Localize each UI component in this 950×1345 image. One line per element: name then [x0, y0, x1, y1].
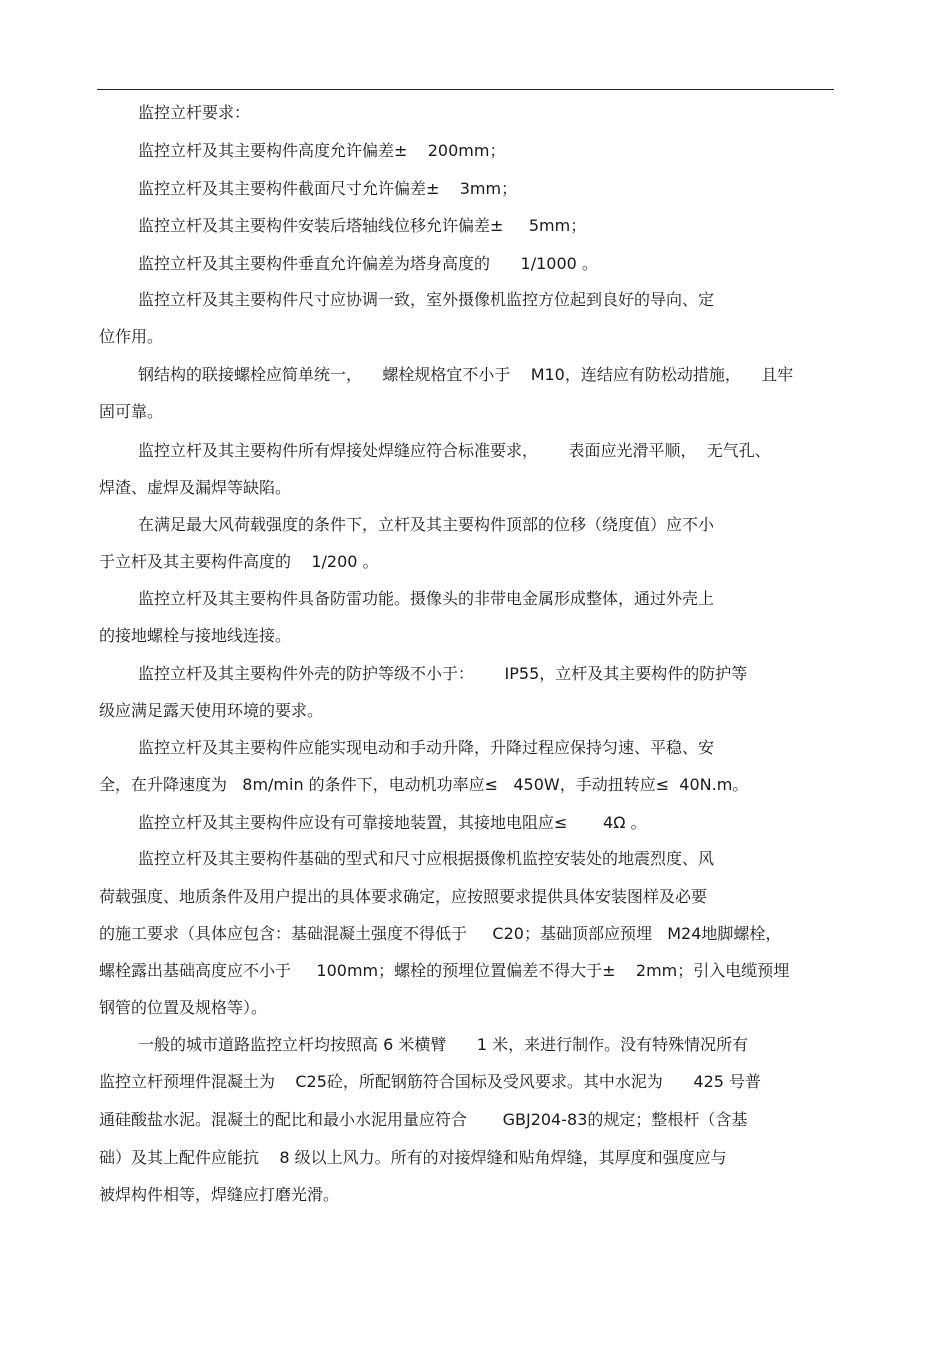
text-line: 础）及其上配件应能抗 8 级以上风力。所有的对接焊缝和贴角焊缝，其厚度和强度应与 — [99, 1148, 727, 1167]
text-line: 监控立杆及其主要构件截面尺寸允许偏差± 3mm； — [138, 179, 518, 198]
text-line: 监控立杆及其主要构件尺寸应协调一致，室外摄像机监控方位起到良好的导向、定 — [138, 290, 715, 309]
text-line: 在满足最大风荷载强度的条件下，立杆及其主要构件顶部的位移（绕度值）应不小 — [138, 515, 715, 534]
text-line: 监控立杆及其主要构件基础的型式和尺寸应根据摄像机监控安装处的地震烈度、风 — [138, 849, 715, 868]
text-line: 监控立杆要求： — [138, 103, 251, 122]
text-line: 监控立杆及其主要构件安装后塔轴线位移允许偏差± 5mm； — [138, 216, 587, 235]
text-line: 监控立杆及其主要构件高度允许偏差± 200mm； — [138, 141, 506, 160]
text-line: 钢管的位置及规格等）。 — [99, 998, 268, 1017]
text-line: 监控立杆及其主要构件应设有可靠接地装置，其接地电阻应≤ 4Ω 。 — [138, 813, 647, 832]
text-line: 的施工要求（具体应包含：基础混凝土强度不得低于 C20；基础顶部应预埋 M24地脚螺栓， — [99, 924, 782, 943]
text-line: 被焊构件相等，焊缝应打磨光滑。 — [99, 1185, 340, 1204]
text-line: 于立杆及其主要构件高度的 1/200 。 — [99, 552, 379, 571]
text-line: 监控立杆及其主要构件具备防雷功能。摄像头的非带电金属形成整体，通过外壳上 — [138, 589, 715, 608]
text-line: 位作用。 — [99, 327, 164, 346]
text-line: 监控立杆预埋件混凝土为 C25砼，所配钢筋符合国标及受风要求。其中水泥为 425 号普 — [99, 1072, 762, 1091]
text-line: 监控立杆及其主要构件垂直允许偏差为塔身高度的 1/1000 。 — [138, 254, 598, 273]
text-line: 监控立杆及其主要构件外壳的防护等级不小于： IP55，立杆及其主要构件的防护等 — [138, 664, 748, 683]
text-line: 的接地螺栓与接地线连接。 — [99, 626, 292, 645]
text-line: 全，在升降速度为 8m/min 的条件下，电动机功率应≤ 450W，手动扭转应≤ 40N.m。 — [99, 775, 749, 794]
text-line: 级应满足露天使用环境的要求。 — [99, 701, 324, 720]
text-line: 监控立杆及其主要构件所有焊接处焊缝应符合标准要求， 表面应光滑平顺， 无气孔、 — [138, 441, 771, 460]
text-line: 监控立杆及其主要构件应能实现电动和手动升降，升降过程应保持匀速、平稳、安 — [138, 738, 715, 757]
text-line: 焊渣、虚焊及漏焊等缺陷。 — [99, 478, 292, 497]
text-line: 通硅酸盐水泥。混凝土的配比和最小水泥用量应符合 GBJ204-83的规定；整根杆（含基 — [99, 1110, 748, 1129]
text-line: 一般的城市道路监控立杆均按照高 6 米横臂 1 米，来进行制作。没有特殊情况所有 — [138, 1035, 749, 1054]
text-line: 固可靠。 — [99, 402, 164, 421]
text-line: 荷载强度、地质条件及用户提出的具体要求确定，应按照要求提供具体安装图样及必要 — [99, 887, 708, 906]
text-line: 螺栓露出基础高度应不小于 100mm；螺栓的预埋位置偏差不得大于± 2mm；引入电缆预埋 — [99, 961, 790, 980]
text-line: 钢结构的联接螺栓应简单统一， 螺栓规格宜不小于 M10，连结应有防松动措施， 且牢 — [138, 365, 794, 384]
